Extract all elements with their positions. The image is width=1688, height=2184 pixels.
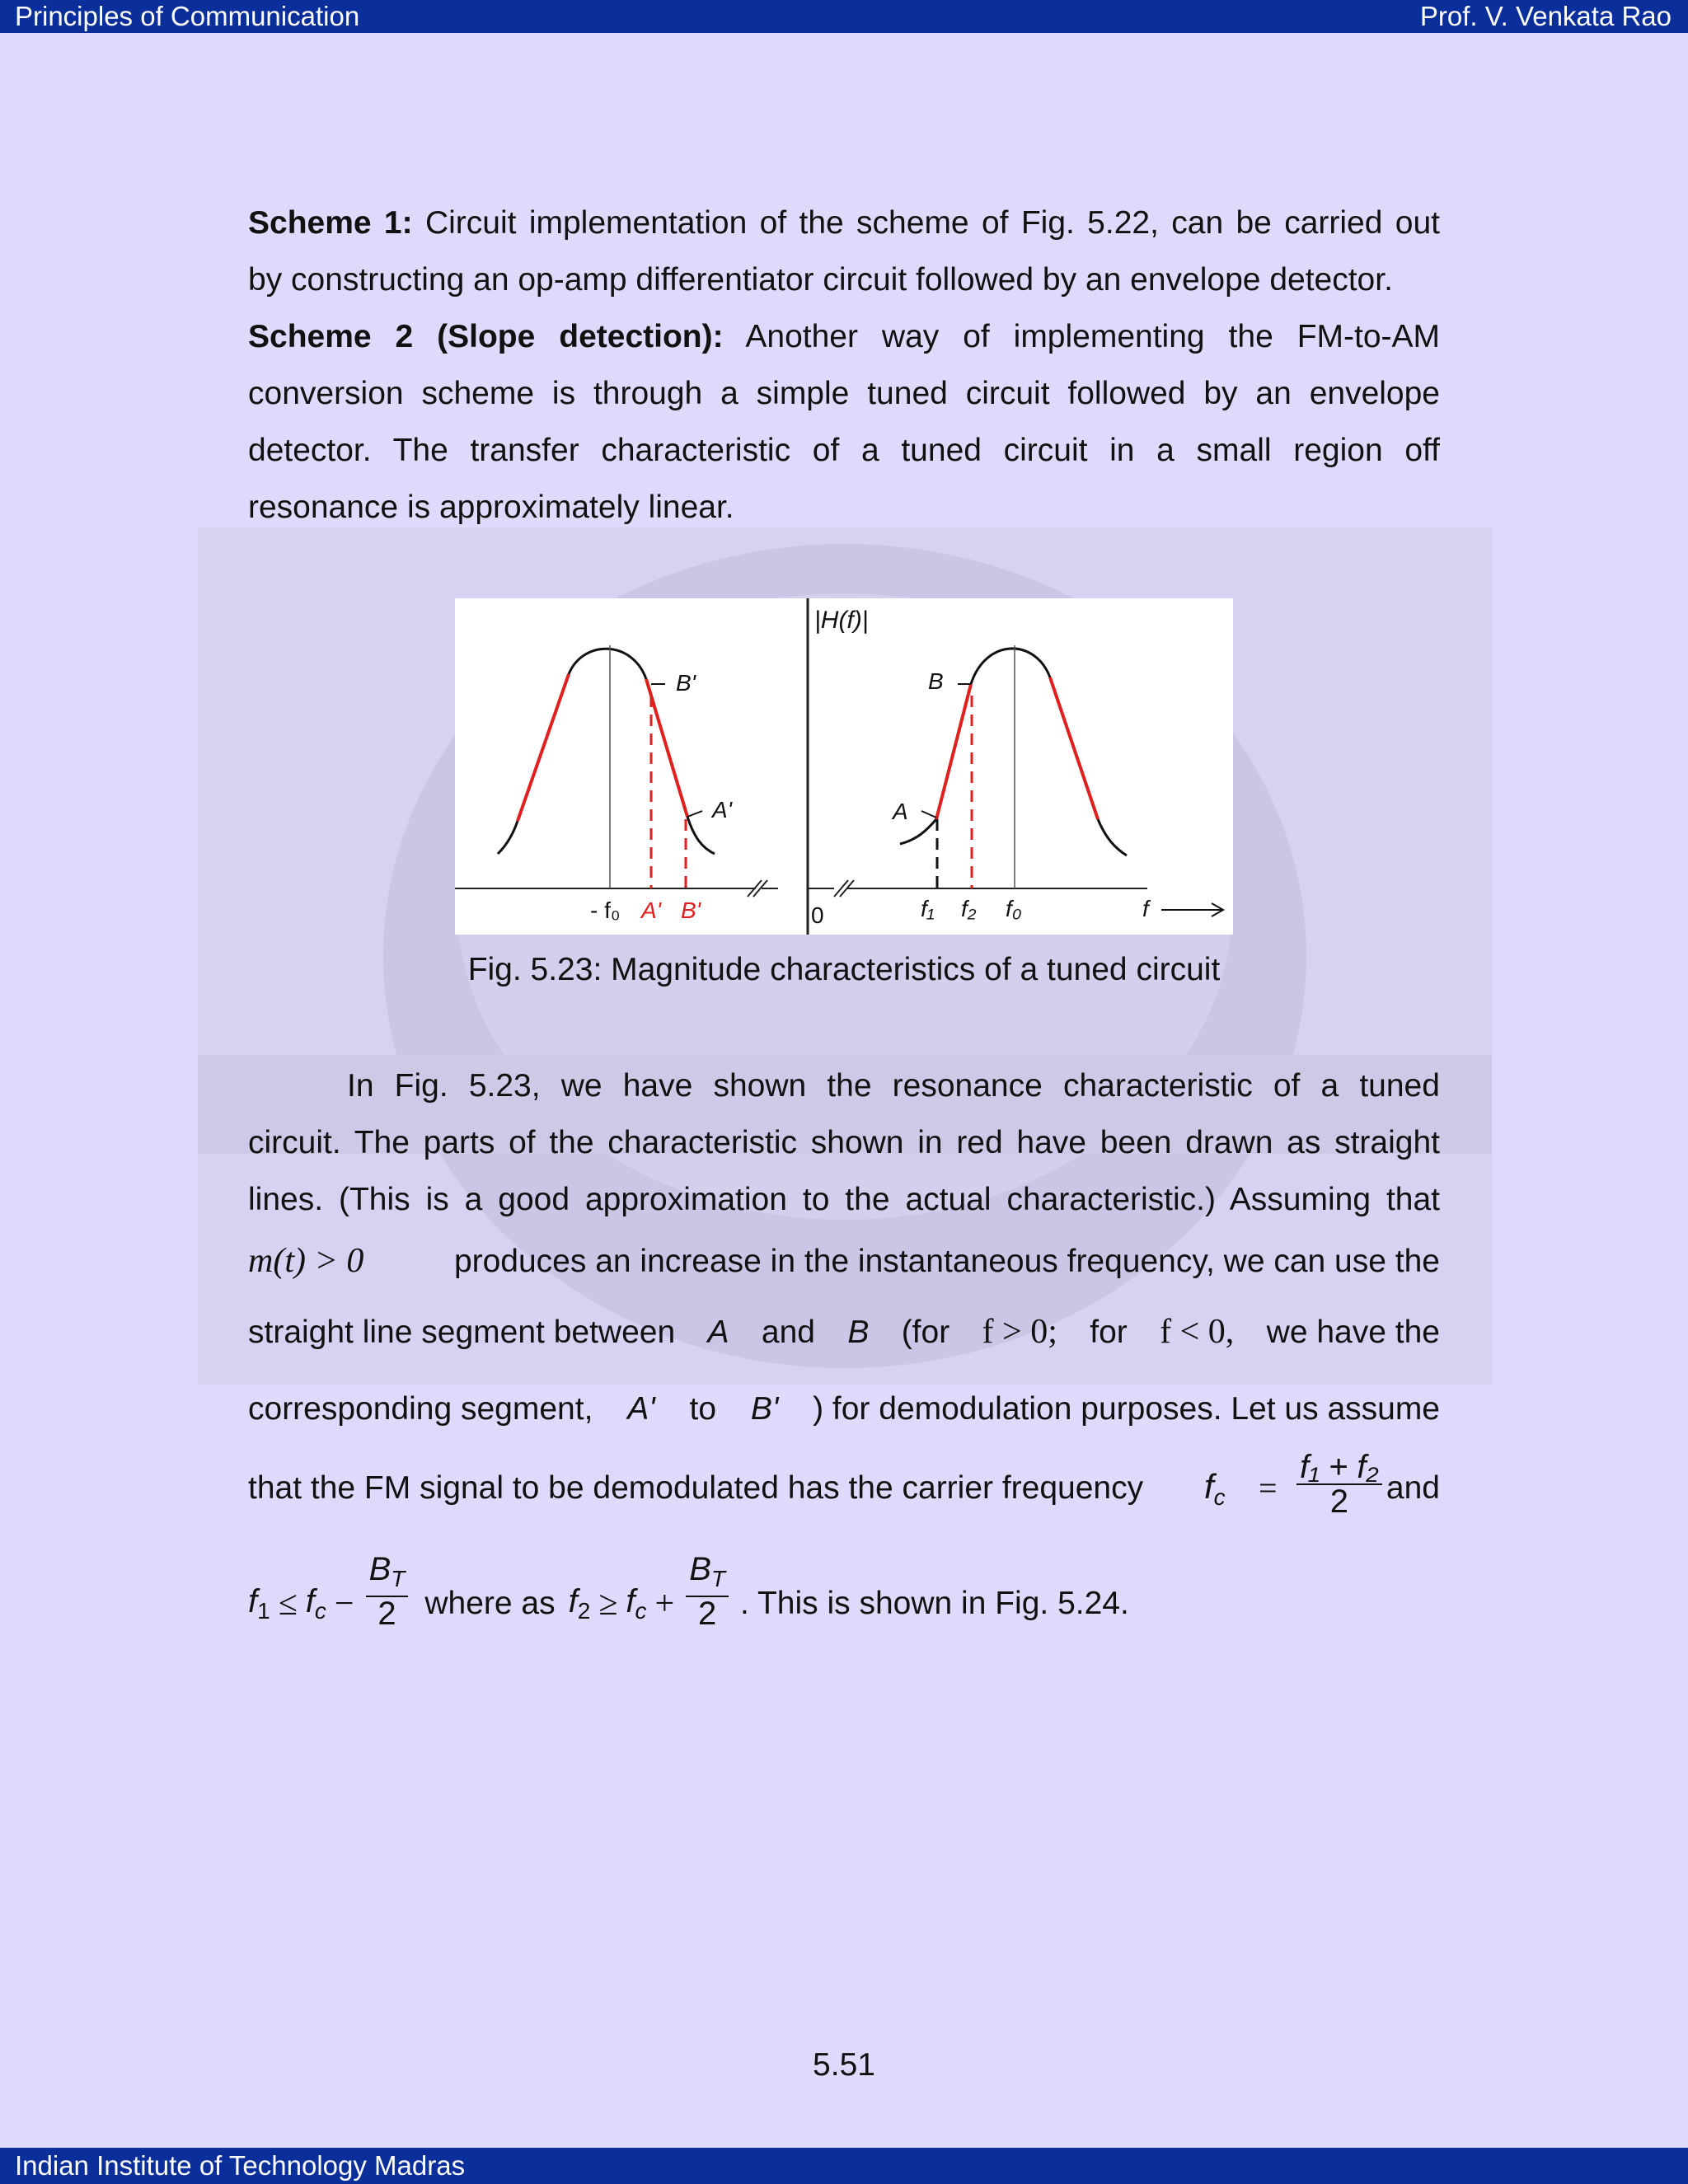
fraction-numerator: f₁ + f₂ <box>1296 1451 1382 1485</box>
fig-point-bp-label: B' <box>676 670 696 696</box>
body-line-5 <box>248 1312 1440 1352</box>
left-tick-a <box>687 811 702 817</box>
right-curve-red-slope <box>936 684 971 819</box>
right-curve-black-end <box>1098 819 1127 855</box>
left-curve-tail <box>687 817 715 854</box>
page-number: 5.51 <box>813 2047 875 2083</box>
scheme1-text: Circuit implementation of the scheme of Fig. 5.22, can be carried out <box>424 205 1440 241</box>
condition-positive: f > 0; <box>982 1313 1057 1351</box>
equals-sign: = <box>1259 1469 1278 1507</box>
math-m-of-t: m(t) > 0 <box>248 1242 364 1280</box>
author-name: Prof. V. Venkata Rao <box>1419 1 1672 31</box>
body-line-4-text: produces an increase in the instantaneous frequency, we can use the <box>453 1244 1440 1279</box>
ge-sign: ≥ <box>598 1585 618 1623</box>
left-curve-red-rise <box>518 674 569 821</box>
body-line-7 <box>248 1449 1440 1520</box>
tail-text: . This is shown in Fig. 5.24. <box>740 1586 1129 1621</box>
fc-fraction <box>1296 1451 1382 1518</box>
fc2-sub: c <box>635 1598 647 1624</box>
text-segment: (for <box>901 1315 950 1350</box>
fraction-denominator: 2 <box>1329 1483 1348 1520</box>
scheme2-line2: conversion scheme is through a simple tuned circuit followed by an envelope <box>248 376 1440 411</box>
point-a: A <box>707 1315 729 1350</box>
scheme2-line4: resonance is approximately linear. <box>248 490 734 525</box>
fig-point-a-label: A <box>893 799 908 824</box>
inequality-row <box>248 1551 1129 1632</box>
word: characteristic <box>1062 1068 1253 1104</box>
body-line-6 <box>248 1391 1440 1427</box>
scheme1-line2: by constructing an op-amp differentiator circuit followed by an envelope detector. <box>248 262 1393 298</box>
bt-denominator-2: 2 <box>697 1596 717 1632</box>
minus-sign: − <box>334 1585 354 1623</box>
f1-f: f <box>248 1583 258 1619</box>
right-curve-top <box>971 649 1050 684</box>
word: Fig. <box>394 1068 448 1104</box>
condition-negative: f < 0, <box>1160 1313 1235 1351</box>
text-segment: we have the <box>1266 1315 1440 1350</box>
bt-b: B <box>368 1551 392 1587</box>
body-line-2: circuit. The parts of the characteristic shown in red have been drawn as straight <box>248 1125 1440 1160</box>
bt-fraction-2 <box>686 1553 729 1630</box>
fig-f0-label: f₀ <box>1006 896 1022 921</box>
header-bar <box>0 0 1688 33</box>
carrier-text: that the FM signal to be demodulated has the carrier frequency <box>248 1470 1144 1506</box>
word: shown <box>713 1068 807 1104</box>
point-a-prime: A' <box>627 1391 655 1427</box>
institute-name: Indian Institute of Technology Madras <box>15 2150 466 2181</box>
fig-y-axis-label: |H(f)| <box>814 607 869 634</box>
and-text: and <box>1386 1470 1440 1506</box>
scheme2-label: Scheme 2 (Slope detection): <box>248 319 724 354</box>
fc-sub: c <box>1213 1484 1226 1510</box>
right-tick-a <box>921 811 936 818</box>
word: resonance <box>892 1068 1043 1104</box>
left-curve-black <box>498 821 518 854</box>
body-line-4 <box>248 1241 1440 1281</box>
word: 5.23, <box>468 1068 541 1104</box>
text-segment: and <box>761 1315 815 1350</box>
scheme1-label: Scheme 1: <box>248 205 413 241</box>
course-title: Principles of Communication <box>15 1 360 31</box>
word: have <box>622 1068 693 1104</box>
bt-t: T <box>391 1566 406 1591</box>
left-curve-top <box>569 649 646 679</box>
fc-sub: c <box>314 1598 326 1624</box>
f1-sub: 1 <box>257 1598 270 1624</box>
figure-5-23 <box>455 598 1233 935</box>
bt2-b: B <box>689 1551 711 1587</box>
bt-denominator-1: 2 <box>377 1596 396 1632</box>
text-segment: ) for demodulation purposes. Let us assume <box>813 1391 1440 1427</box>
fc-f: f <box>305 1583 315 1619</box>
body-line-8 <box>248 1551 1440 1632</box>
point-b: B <box>847 1315 870 1350</box>
f2-f: f <box>568 1583 578 1619</box>
bt-numerator-2 <box>686 1553 729 1597</box>
whereas-text: where as <box>424 1586 556 1621</box>
fig-f1-label: f₁ <box>921 896 935 921</box>
text-segment: corresponding segment, <box>248 1391 593 1427</box>
fig-point-ap-label: A' <box>712 797 733 823</box>
bt2-t: T <box>710 1566 725 1591</box>
text-segment: for <box>1090 1315 1128 1350</box>
fig-f2-label: f₂ <box>961 896 977 921</box>
body-line-3: lines. (This is a good approximation to the actual characteristic.) Assuming that <box>248 1182 1440 1217</box>
text-segment: to <box>689 1391 717 1427</box>
fig-neg-f0-label: - f₀ <box>590 898 621 923</box>
word: the <box>827 1068 872 1104</box>
body-line-1 <box>248 1068 1440 1104</box>
right-curve-red-fall <box>1050 677 1098 819</box>
plus-sign: + <box>654 1585 675 1623</box>
text-segment: straight line segment between <box>248 1315 676 1350</box>
scheme2-line1 <box>248 308 1440 365</box>
scheme2-text: Another way of implementing the FM-to-AM <box>745 319 1440 354</box>
bt-fraction-1 <box>366 1553 409 1630</box>
footer-bar <box>0 2148 1688 2184</box>
fc2-f: f <box>626 1583 635 1619</box>
bt-numerator-1 <box>366 1553 409 1597</box>
scheme2-line3: detector. The transfer characteristic of a tuned circuit in a small region off <box>248 433 1440 468</box>
scheme-paragraph <box>248 194 1440 536</box>
word: a <box>1320 1068 1339 1104</box>
fig-f-label: f <box>1142 896 1149 921</box>
point-b-prime: B' <box>750 1391 779 1427</box>
word: tuned <box>1359 1068 1440 1104</box>
f2-sub: 2 <box>577 1598 591 1624</box>
fc-f: f <box>1204 1467 1214 1506</box>
figure-caption: Fig. 5.23: Magnitude characteristics of a tuned circuit <box>467 952 1221 987</box>
scheme1-line1 <box>248 194 1440 251</box>
le-sign: ≤ <box>278 1585 298 1623</box>
fig-origin-label: 0 <box>811 902 824 928</box>
word: we <box>560 1068 603 1104</box>
fig-point-b-label: B <box>928 668 944 694</box>
word: of <box>1273 1068 1301 1104</box>
fig-neg-b-label: B' <box>681 898 701 923</box>
word: In <box>347 1068 374 1104</box>
fc-symbol <box>1204 1467 1226 1511</box>
fig-neg-a-label: A' <box>641 898 662 923</box>
